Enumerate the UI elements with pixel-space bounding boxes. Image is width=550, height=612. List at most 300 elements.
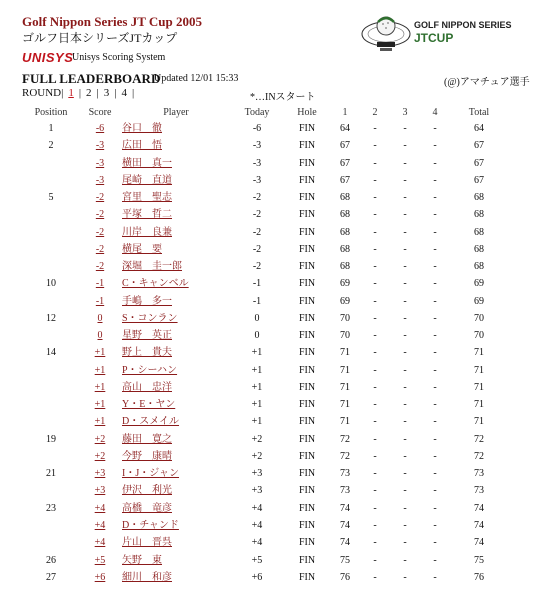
row-hole: FIN — [298, 450, 316, 462]
table-header-row — [0, 104, 550, 121]
row-round-1: 75 — [340, 554, 350, 566]
row-round-4: - — [433, 192, 437, 204]
in-start-note: *…INスタート — [250, 92, 316, 103]
row-today: +1 — [251, 399, 263, 411]
row-position: 21 — [46, 468, 56, 480]
row-score[interactable]: -1 — [95, 278, 105, 290]
row-score[interactable]: +2 — [94, 450, 106, 462]
row-today: +1 — [251, 381, 263, 393]
row-hole: FIN — [298, 330, 316, 342]
round-selector — [22, 87, 134, 99]
row-hole: FIN — [298, 226, 316, 238]
row-round-4: - — [433, 485, 437, 497]
row-position: 2 — [48, 140, 54, 152]
row-round-1: 74 — [340, 519, 350, 531]
round-label: ROUND — [22, 87, 62, 99]
row-round-1: 76 — [340, 571, 350, 583]
row-round-1: 71 — [340, 347, 350, 359]
row-position: 26 — [46, 554, 56, 566]
table-row — [0, 120, 550, 137]
row-total: 67 — [474, 157, 484, 169]
row-round-4: - — [433, 209, 437, 221]
row-hole: FIN — [298, 123, 316, 134]
row-today: -2 — [252, 209, 262, 221]
row-score[interactable]: -2 — [95, 226, 105, 238]
row-player[interactable]: 片山 晋呉 — [122, 537, 172, 549]
row-today: -2 — [252, 226, 262, 238]
row-score[interactable]: -3 — [95, 157, 105, 169]
row-player[interactable]: Y・E・ヤン — [122, 399, 176, 411]
row-round-4: - — [433, 399, 437, 411]
row-round-3: - — [403, 278, 407, 290]
row-score[interactable]: +1 — [94, 347, 106, 359]
row-round-2: - — [373, 209, 377, 221]
table-row — [0, 534, 550, 551]
row-score[interactable]: +1 — [94, 399, 106, 411]
row-total: 68 — [474, 261, 484, 273]
row-round-2: - — [373, 364, 377, 376]
round-separator: | — [131, 87, 135, 99]
row-total: 71 — [474, 399, 484, 411]
row-round-4: - — [433, 295, 437, 307]
row-today: -6 — [252, 123, 262, 134]
row-round-3: - — [403, 399, 407, 411]
row-total: 69 — [474, 295, 484, 307]
row-total: 67 — [474, 174, 484, 186]
row-position: 12 — [46, 312, 56, 324]
row-today: +4 — [251, 537, 263, 549]
round-separator: | — [96, 87, 99, 99]
row-position: 5 — [48, 192, 54, 204]
table-row — [0, 569, 550, 586]
row-round-4: - — [433, 502, 437, 514]
row-round-2: - — [373, 226, 377, 238]
row-total: 64 — [474, 123, 484, 134]
row-round-2: - — [373, 502, 377, 514]
row-round-1: 68 — [340, 226, 350, 238]
row-today: +2 — [251, 450, 263, 462]
row-round-2: - — [373, 381, 377, 393]
row-score[interactable]: +5 — [94, 554, 106, 566]
row-round-3: - — [403, 450, 407, 462]
row-score[interactable]: 0 — [97, 312, 103, 324]
round-separator: | — [114, 87, 117, 99]
row-round-3: - — [403, 554, 407, 566]
row-hole: FIN — [298, 381, 316, 393]
row-total: 71 — [474, 364, 484, 376]
row-round-1: 67 — [340, 157, 350, 169]
row-round-1: 68 — [340, 192, 350, 204]
row-round-3: - — [403, 485, 407, 497]
row-round-3: - — [403, 537, 407, 549]
row-round-4: - — [433, 364, 437, 376]
row-score[interactable]: -3 — [95, 140, 105, 152]
row-round-2: - — [373, 174, 377, 186]
row-hole: FIN — [298, 433, 316, 445]
row-score[interactable]: +3 — [94, 468, 106, 480]
logo-subtitle: JTCUP — [414, 31, 454, 45]
row-hole: FIN — [298, 174, 316, 186]
row-position: 1 — [48, 123, 54, 134]
row-player[interactable]: 細川 和彦 — [122, 571, 172, 583]
row-total: 74 — [474, 519, 484, 531]
table-row — [0, 431, 550, 448]
round-separator: | — [61, 87, 64, 99]
round-2-link[interactable]: 2 — [86, 87, 92, 99]
row-position: 14 — [46, 347, 56, 359]
row-today: -3 — [252, 157, 262, 169]
row-total: 73 — [474, 468, 484, 480]
row-player[interactable]: C・キャンベル — [122, 278, 189, 290]
row-hole: FIN — [298, 295, 316, 307]
table-row — [0, 327, 550, 344]
row-position: 27 — [46, 571, 56, 583]
row-today: -2 — [252, 192, 262, 204]
row-player[interactable]: 手嶋 多一 — [122, 295, 172, 307]
row-round-3: - — [403, 364, 407, 376]
row-round-1: 69 — [340, 278, 350, 290]
row-player[interactable]: I・J・ジャン — [122, 468, 180, 480]
row-round-2: - — [373, 554, 377, 566]
row-round-4: - — [433, 381, 437, 393]
row-today: +1 — [251, 416, 263, 428]
row-score[interactable]: 0 — [97, 330, 103, 342]
row-round-4: - — [433, 347, 437, 359]
row-round-3: - — [403, 157, 407, 169]
row-round-2: - — [373, 347, 377, 359]
row-round-3: - — [403, 468, 407, 480]
row-position: 19 — [46, 433, 56, 445]
row-player[interactable]: S・コンラン — [122, 312, 178, 324]
row-score[interactable]: +2 — [94, 433, 106, 445]
row-round-2: - — [373, 416, 377, 428]
table-row — [0, 379, 550, 396]
row-round-2: - — [373, 243, 377, 255]
row-round-1: 72 — [340, 433, 350, 445]
row-score[interactable]: -3 — [95, 174, 105, 186]
row-round-2: - — [373, 312, 377, 324]
row-round-3: - — [403, 347, 407, 359]
table-row — [0, 362, 550, 379]
row-score[interactable]: +4 — [94, 537, 106, 549]
row-player[interactable]: D・チャンド — [122, 519, 179, 531]
row-player[interactable]: 藤田 寛之 — [122, 433, 172, 445]
row-round-2: - — [373, 157, 377, 169]
row-total: 69 — [474, 278, 484, 290]
row-today: 0 — [254, 312, 260, 324]
row-round-2: - — [373, 330, 377, 342]
page-subtitle: ゴルフ日本シリーズJTカップ — [22, 31, 178, 45]
row-total: 72 — [474, 450, 484, 462]
row-round-3: - — [403, 519, 407, 531]
jt-cup-logo — [360, 12, 520, 56]
table-row — [0, 241, 550, 258]
row-today: +3 — [251, 485, 263, 497]
row-round-3: - — [403, 433, 407, 445]
row-round-3: - — [403, 381, 407, 393]
scoring-system-label: Unisys Scoring System — [72, 52, 166, 63]
row-hole: FIN — [298, 243, 316, 255]
row-round-2: - — [373, 468, 377, 480]
row-score[interactable]: -6 — [95, 123, 105, 134]
row-round-4: - — [433, 312, 437, 324]
row-round-4: - — [433, 433, 437, 445]
row-hole: FIN — [298, 312, 316, 324]
table-row — [0, 500, 550, 517]
table-row — [0, 310, 550, 327]
row-total: 74 — [474, 502, 484, 514]
row-player[interactable]: P・シーハン — [122, 364, 178, 376]
row-round-2: - — [373, 571, 377, 583]
table-row — [0, 413, 550, 430]
row-round-4: - — [433, 416, 437, 428]
row-hole: FIN — [298, 519, 316, 531]
row-round-3: - — [403, 502, 407, 514]
row-round-4: - — [433, 468, 437, 480]
row-round-4: - — [433, 330, 437, 342]
row-score[interactable]: -2 — [95, 192, 105, 204]
row-total: 72 — [474, 433, 484, 445]
round-3-link[interactable]: 3 — [103, 87, 110, 99]
row-round-2: - — [373, 485, 377, 497]
row-hole: FIN — [298, 347, 316, 359]
row-round-2: - — [373, 278, 377, 290]
row-round-4: - — [433, 537, 437, 549]
row-round-4: - — [433, 261, 437, 273]
row-round-4: - — [433, 519, 437, 531]
row-total: 71 — [474, 347, 484, 359]
row-today: 0 — [254, 330, 260, 342]
amateur-legend: (@)アマチュア選手 — [444, 77, 530, 88]
row-player[interactable]: 今野 康晴 — [122, 450, 172, 462]
table-row — [0, 172, 550, 189]
row-hole: FIN — [298, 416, 316, 428]
row-position: 10 — [46, 278, 56, 290]
row-round-2: - — [373, 123, 377, 134]
row-player[interactable]: 野上 貴夫 — [122, 347, 172, 359]
row-today: -3 — [252, 140, 262, 152]
row-round-1: 74 — [340, 537, 350, 549]
table-row — [0, 517, 550, 534]
row-round-1: 71 — [340, 381, 350, 393]
row-total: 68 — [474, 192, 484, 204]
row-total: 70 — [474, 330, 484, 342]
row-hole: FIN — [298, 364, 316, 376]
row-round-3: - — [403, 174, 407, 186]
row-round-2: - — [373, 537, 377, 549]
row-round-4: - — [433, 123, 437, 134]
row-round-2: - — [373, 399, 377, 411]
row-player[interactable]: 深堀 圭一郎 — [122, 261, 182, 273]
logo-title: GOLF NIPPON SERIES — [414, 20, 512, 30]
table-row — [0, 396, 550, 413]
row-today: -2 — [252, 243, 262, 255]
row-round-1: 71 — [340, 399, 350, 411]
row-round-3: - — [403, 571, 407, 583]
row-today: +1 — [251, 347, 263, 359]
column-header-player: Player — [163, 107, 189, 118]
row-player[interactable]: 横尾 要 — [122, 243, 162, 255]
row-round-1: 73 — [340, 468, 350, 480]
page-title: Golf Nippon Series JT Cup 2005 — [22, 14, 202, 29]
row-round-1: 74 — [340, 502, 350, 514]
table-row — [0, 482, 550, 499]
round-1-link[interactable]: 1 — [68, 87, 74, 99]
row-hole: FIN — [298, 261, 316, 273]
row-score[interactable]: -2 — [95, 261, 105, 273]
row-round-2: - — [373, 261, 377, 273]
row-total: 75 — [474, 554, 484, 566]
row-round-4: - — [433, 226, 437, 238]
row-total: 74 — [474, 537, 484, 549]
row-player[interactable]: 横田 真一 — [122, 157, 172, 169]
row-player[interactable]: 広田 悟 — [122, 140, 162, 152]
row-round-3: - — [403, 295, 407, 307]
row-player[interactable]: 川岸 良兼 — [122, 226, 172, 238]
row-today: +6 — [251, 571, 263, 583]
row-round-2: - — [373, 295, 377, 307]
row-total: 71 — [474, 381, 484, 393]
row-score[interactable]: +1 — [94, 364, 106, 376]
column-header-position: Position — [34, 107, 68, 118]
table-row — [0, 258, 550, 275]
row-round-1: 71 — [340, 416, 350, 428]
row-player[interactable]: 矢野 東 — [122, 554, 162, 566]
column-header-round-4: 4 — [432, 107, 438, 118]
row-score[interactable]: -2 — [95, 243, 105, 255]
row-round-3: - — [403, 123, 407, 134]
row-today: +4 — [251, 519, 263, 531]
column-header-round-3: 3 — [402, 107, 408, 118]
row-player[interactable]: 高山 忠洋 — [122, 381, 172, 393]
row-round-4: - — [433, 140, 437, 152]
row-round-2: - — [373, 433, 377, 445]
row-hole: FIN — [298, 157, 316, 169]
row-total: 68 — [474, 226, 484, 238]
row-score[interactable]: -1 — [95, 295, 105, 307]
row-score[interactable]: +3 — [94, 485, 106, 497]
table-row — [0, 137, 550, 154]
row-round-1: 73 — [340, 485, 350, 497]
row-hole: FIN — [298, 502, 316, 514]
row-round-2: - — [373, 140, 377, 152]
row-round-1: 68 — [340, 209, 350, 221]
row-score[interactable]: +6 — [94, 571, 106, 583]
row-hole: FIN — [298, 140, 316, 152]
updated-timestamp: Updated 12/01 15:33 — [154, 73, 239, 84]
row-today: +4 — [251, 502, 263, 514]
row-round-4: - — [433, 450, 437, 462]
row-hole: FIN — [298, 209, 316, 221]
round-4-link[interactable]: 4 — [121, 87, 127, 99]
table-row — [0, 224, 550, 241]
row-hole: FIN — [298, 468, 316, 480]
row-round-3: - — [403, 312, 407, 324]
row-position: 23 — [46, 502, 56, 514]
row-today: +5 — [251, 554, 263, 566]
row-today: -1 — [252, 295, 262, 307]
row-today: +1 — [251, 364, 263, 376]
table-row — [0, 275, 550, 292]
row-round-4: - — [433, 554, 437, 566]
row-round-2: - — [373, 519, 377, 531]
row-score[interactable]: -2 — [95, 209, 105, 221]
row-round-4: - — [433, 243, 437, 255]
row-round-3: - — [403, 243, 407, 255]
column-header-score: Score — [88, 107, 112, 118]
row-total: 76 — [474, 571, 484, 583]
row-total: 68 — [474, 209, 484, 221]
row-round-1: 71 — [340, 364, 350, 376]
table-row — [0, 155, 550, 172]
column-header-round-1: 1 — [342, 107, 348, 118]
row-score[interactable]: +4 — [94, 519, 106, 531]
row-player[interactable]: 伊沢 利光 — [122, 485, 172, 497]
row-round-4: - — [433, 278, 437, 290]
row-player[interactable]: 高橋 竜彦 — [122, 502, 172, 514]
row-round-3: - — [403, 226, 407, 238]
row-round-4: - — [433, 157, 437, 169]
table-row — [0, 552, 550, 569]
row-round-1: 67 — [340, 174, 350, 186]
row-player[interactable]: 平塚 哲二 — [122, 209, 172, 221]
row-hole: FIN — [298, 571, 316, 583]
table-row — [0, 465, 550, 482]
row-today: -1 — [252, 278, 262, 290]
row-total: 70 — [474, 312, 484, 324]
row-player[interactable]: D・スメイル — [122, 416, 180, 428]
row-round-3: - — [403, 140, 407, 152]
row-round-4: - — [433, 174, 437, 186]
row-player[interactable]: 尾崎 直道 — [122, 174, 172, 186]
table-row — [0, 293, 550, 310]
column-header-today: Today — [244, 107, 270, 118]
table-row — [0, 189, 550, 206]
golf-ball-trophy-icon — [360, 12, 412, 56]
row-round-1: 67 — [340, 140, 350, 152]
table-row — [0, 206, 550, 223]
row-score[interactable]: +4 — [94, 502, 106, 514]
column-header-total: Total — [468, 107, 490, 118]
round-separator: | — [78, 87, 82, 99]
row-today: -3 — [252, 174, 262, 186]
row-total: 73 — [474, 485, 484, 497]
row-round-3: - — [403, 209, 407, 221]
row-player[interactable]: 谷口 徹 — [122, 123, 162, 134]
unisys-logo: UNISYS — [22, 50, 74, 65]
row-hole: FIN — [298, 537, 316, 549]
row-round-3: - — [403, 416, 407, 428]
row-round-1: 70 — [340, 330, 350, 342]
row-total: 67 — [474, 140, 484, 152]
leaderboard-title: FULL LEADERBOARD — [22, 71, 161, 86]
table-row — [0, 344, 550, 361]
column-header-round-2: 2 — [372, 107, 378, 118]
row-player[interactable]: 宮里 聖志 — [122, 192, 172, 204]
row-round-1: 64 — [340, 123, 350, 134]
row-round-1: 69 — [340, 295, 350, 307]
table-row — [0, 448, 550, 465]
row-score[interactable]: +1 — [94, 381, 106, 393]
row-today: -2 — [252, 261, 262, 273]
row-today: +2 — [251, 433, 263, 445]
row-round-1: 68 — [340, 243, 350, 255]
row-hole: FIN — [298, 554, 316, 566]
row-player[interactable]: 星野 英正 — [122, 330, 172, 342]
row-round-2: - — [373, 450, 377, 462]
row-round-1: 72 — [340, 450, 350, 462]
row-score[interactable]: +1 — [94, 416, 106, 428]
